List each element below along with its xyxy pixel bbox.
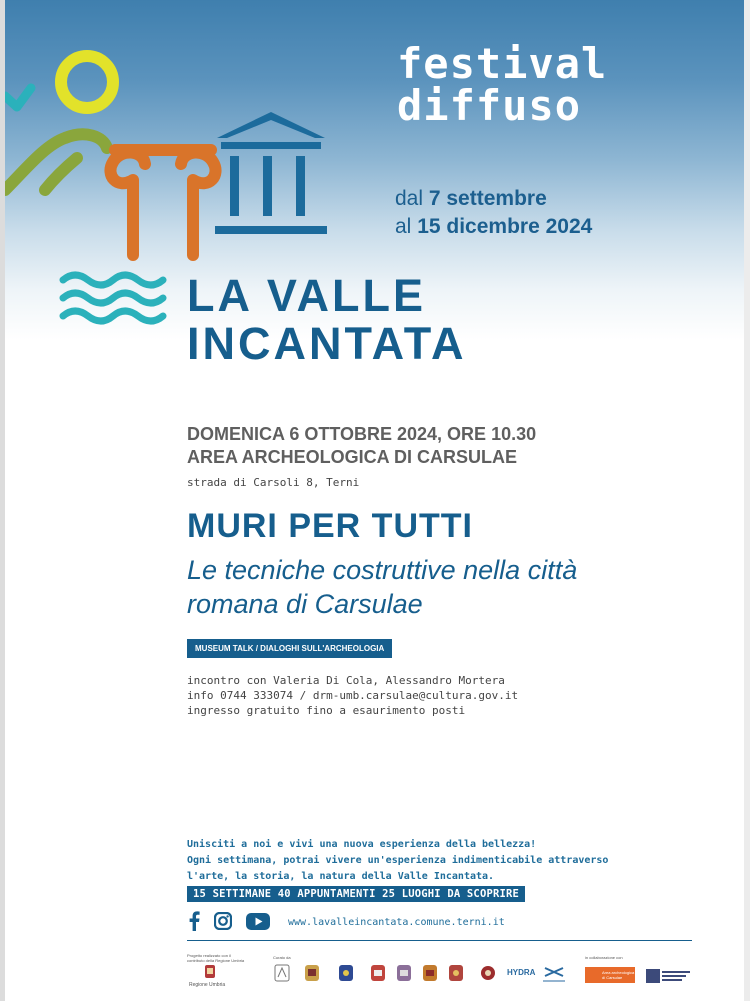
date-to-prefix: al [395,215,418,238]
hill-icon [5,134,107,190]
collaboration-label: in collaborazione con [585,955,623,960]
municipality-logo-3 [339,965,353,981]
carsulae-logo-text: Area archeologica di Carsulae [602,970,635,980]
municipality-logo-4 [371,965,385,981]
municipality-logo-8 [481,966,495,980]
event-contact: info 0744 333074 / drm-umb.carsulae@cultura.gov.it [187,689,519,702]
stats-banner: 15 SETTIMANE 40 APPUNTAMENTI 25 LUOGHI DA SCOPRIRE [187,886,525,902]
festival-line1: festival [397,39,608,88]
date-to: 15 dicembre 2024 [417,215,593,238]
museum-logo [646,968,692,984]
event-subtitle [187,553,577,621]
social-links [188,911,270,931]
temple-icon [215,112,327,234]
municipality-logo-5 [397,965,411,981]
event-datetime: DOMENICA 6 OTTOBRE 2024, ORE 10.30 [187,424,537,444]
facebook-icon[interactable] [188,911,200,931]
event-info [187,673,518,718]
join-line1: Unisciti a noi e vivi una nuova esperienza della bellezza! [187,839,537,850]
join-line2: Ogni settimana, potrai vivere un'esperienza indimenticabile attraverso [187,855,609,866]
event-category-badge: MUSEUM TALK / DIALOGHI SULL'ARCHEOLOGIA [187,639,392,658]
title-line1: LA VALLE [187,270,426,321]
event-address: strada di Carsoli 8, Terni [187,476,360,489]
festival-dates [395,185,592,241]
festival-line2: diffuso [397,81,582,130]
municipality-logo-1 [275,965,289,981]
event-admission: ingresso gratuito fino a esaurimento posti [187,704,466,717]
poster [5,0,744,1001]
network-logo [543,968,565,981]
waves-icon [63,275,163,321]
region-name: Regione Umbria [189,982,226,988]
date-from-prefix: dal [395,187,429,210]
website-link[interactable]: www.lavalleincantata.comune.terni.it [288,917,505,928]
ionic-capital-icon [110,150,215,255]
main-title [187,272,466,368]
instagram-icon[interactable] [214,912,232,930]
check-icon [5,88,31,107]
event-speakers: incontro con Valeria Di Cola, Alessandro Mortera [187,674,505,687]
municipality-logo-2 [305,965,319,981]
sun-icon [61,56,113,108]
partner-logos [273,962,573,988]
event-title: MURI PER TUTTI [187,507,473,545]
date-from: 7 settembre [428,187,547,210]
youtube-icon[interactable] [246,913,270,930]
curated-by-label: Curato da [273,955,291,960]
municipality-logo-7 [449,965,463,981]
region-crest-icon [204,965,216,979]
join-line3: l'arte, la storia, la natura della Valle Incantata. [187,871,495,882]
event-when-where [187,423,536,469]
subtitle-line1: Le tecniche costruttive nella città [187,555,578,585]
carsulae-logo [585,967,635,983]
title-line2: INCANTATA [187,318,467,369]
municipality-logo-6 [423,965,437,981]
project-note: Progetto realizzato con il contributo della Regione Umbria [187,953,245,963]
footer-divider [187,940,692,941]
festival-heading [397,39,608,130]
page-edge [744,0,750,1001]
subtitle-line2: romana di Carsulae [187,589,423,619]
event-venue: AREA ARCHEOLOGICA DI CARSULAE [187,447,518,467]
hydra-logo: HYDRA [507,968,536,977]
join-message [187,837,608,885]
